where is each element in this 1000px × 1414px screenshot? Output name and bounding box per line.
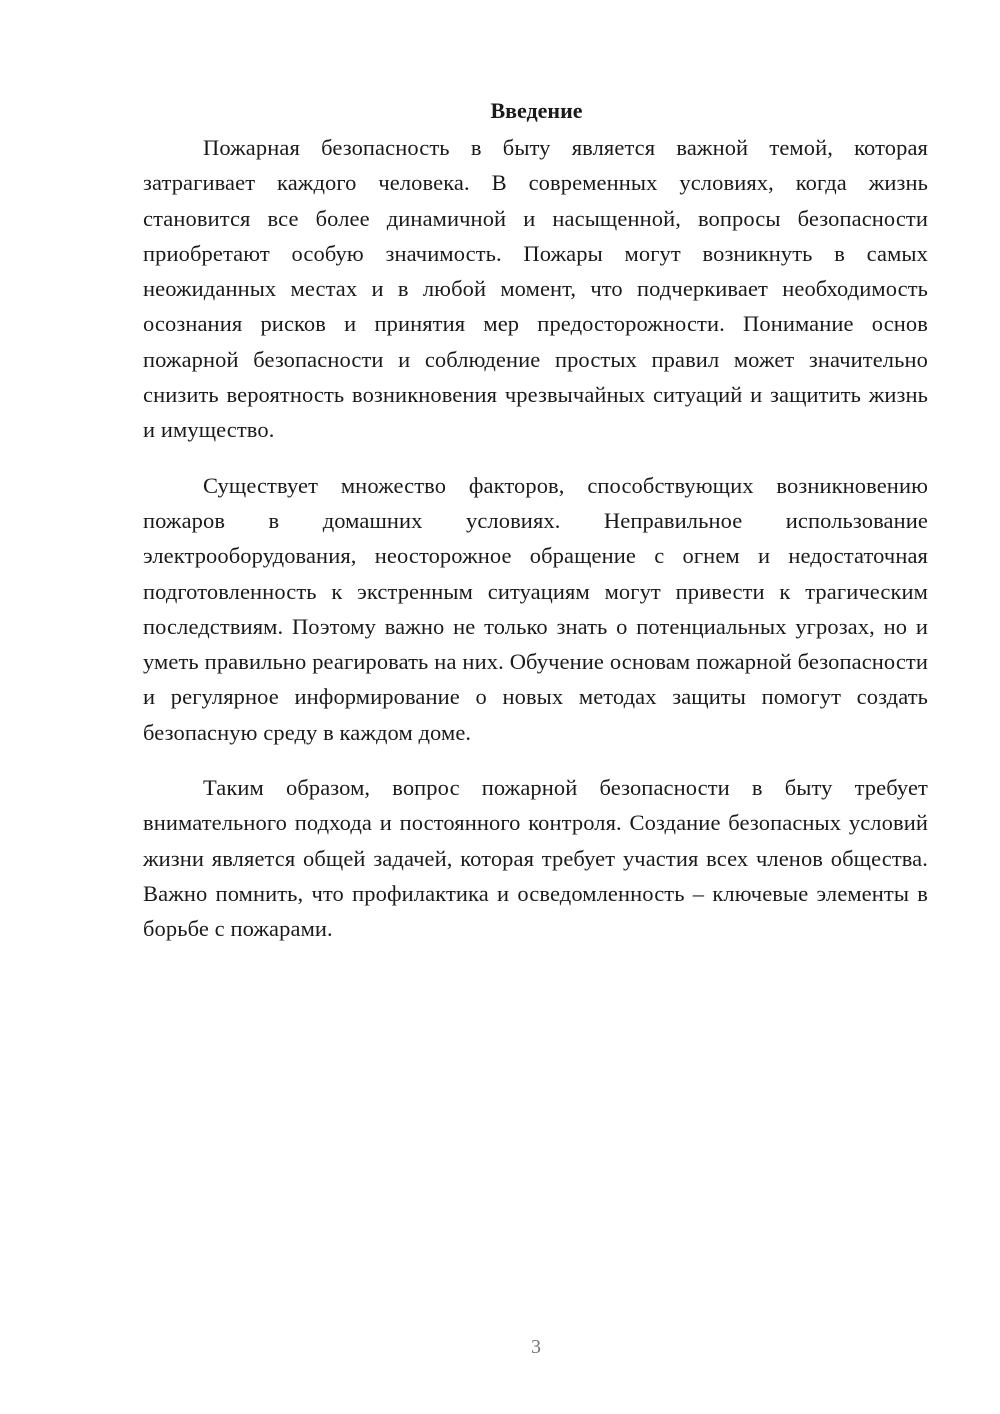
paragraph-1: Пожарная безопасность в быту является важной темой, которая затрагивает каждого человека. В современных условиях, когда жизнь становится все более динамичной и насыщенной, вопросы безопасности приобретают особую значимость. Пожары могут возникнуть в самых неожиданных местах и в любой момент, что подчеркивает необходимость осознания рисков и принятия мер предосторожности. Понимание основ пожарной безопасности и соблюдение простых правил может значительно снизить вероятность возникновения чрезвычайных ситуаций и защитить жизнь и имущество. bbox=[143, 135, 928, 443]
section-heading: Введение bbox=[490, 98, 583, 123]
paragraph-2: Существует множество факторов, способствующих возникновению пожаров в домашних условиях. Неправильное использование электрооборудования, неосторожное обращение с огнем и недостаточная подготовленность к экстренным ситуациям могут привести к трагическим последствиям. Поэтому важно не только знать о потенциальных угрозах, но и уметь правильно реагировать на них. Обучение основам пожарной безопасности и регулярное информирование о новых методах защиты помогут создать безопасную среду в каждом доме. bbox=[143, 472, 928, 745]
page-number: 3 bbox=[531, 1336, 541, 1358]
page-content bbox=[143, 96, 928, 967]
paragraph-3: Таким образом, вопрос пожарной безопасности в быту требует внимательного подхода и постоянного контроля. Создание безопасных условий жизни является общей задачей, которая требует участия всех членов общества. Важно помнить, что профилактика и осведомленность – ключевые элементы в борьбе с пожарами. bbox=[143, 775, 928, 942]
